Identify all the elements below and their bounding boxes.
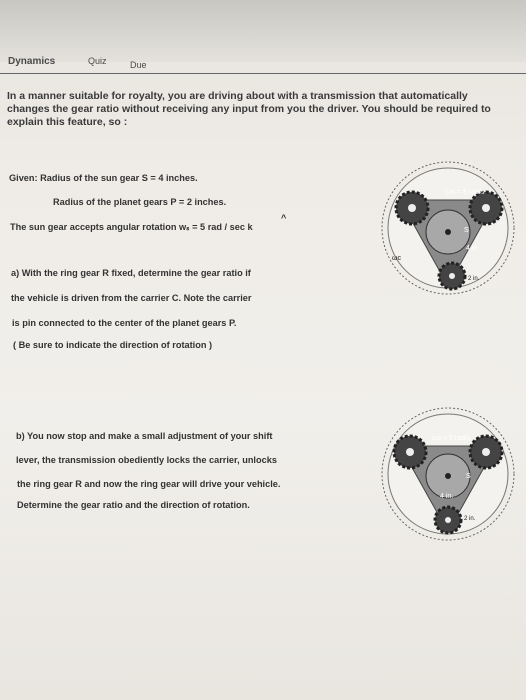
planet-radius-label: 2 in. — [468, 276, 480, 282]
given-line-2: Radius of the planet gears P = 2 inches. — [53, 197, 227, 207]
planetary-gear-figure-b — [378, 402, 518, 547]
part-b-line-1: b) You now stop and make a small adjustment of your shift — [16, 431, 273, 441]
given-line-3: The sun gear accepts angular rotation wₛ = 5 rad / sec k — [10, 222, 253, 232]
planet-gear-left — [396, 192, 428, 224]
part-a-line-2: the vehicle is driven from the carrier C. Note the carrier — [11, 293, 252, 303]
given-line-1: Given: Radius of the sun gear S = 4 inches. — [9, 173, 198, 183]
planet-gear-bottom — [435, 507, 461, 533]
quiz-label: Quiz — [88, 56, 107, 66]
sun-s-label: S — [466, 473, 471, 480]
part-a-line-3: is pin connected to the center of the planet gears P. — [12, 318, 237, 328]
header-rule — [0, 73, 526, 74]
k-hat-mark: ^ — [281, 213, 287, 223]
sun-gear-hub — [445, 229, 451, 235]
sun-radius-label: 4 in. — [466, 245, 480, 252]
part-b-line-2: lever, the transmission obediently locks the carrier, unlocks — [16, 455, 277, 465]
sun-gear-hub — [445, 473, 451, 479]
omega-s-label: ωs = 5 rad/s — [446, 189, 485, 196]
planet-gear-left — [394, 436, 426, 468]
part-b-line-4: Determine the gear ratio and the direction of rotation. — [17, 500, 250, 510]
planet-radius-label: 2 in. — [464, 516, 476, 522]
carrier-omega-label: ωc — [392, 255, 401, 262]
sun-s-label: S — [464, 227, 469, 234]
omega-s-label: ωs = 5 rad/s — [432, 435, 471, 442]
planet-gear-bottom — [439, 263, 465, 289]
planetary-gear-figure-a — [378, 158, 518, 298]
planet-gear-right — [470, 192, 502, 224]
part-a-line-4: ( Be sure to indicate the direction of rotation ) — [13, 340, 213, 350]
course-label: Dynamics — [8, 56, 56, 67]
header-shadow — [0, 0, 526, 62]
sun-radius-label: 4 in. — [440, 493, 454, 500]
intro-paragraph: In a manner suitable for royalty, you are driving about with a transmission that automatically changes the gear ratio without receiving any input from you the driver. You should be required to explain this feature, so : — [7, 90, 491, 128]
due-label: Due — [130, 60, 147, 70]
part-a-line-1: a) With the ring gear R fixed, determine the gear ratio if — [11, 268, 251, 278]
part-b-line-3: the ring gear R and now the ring gear will drive your vehicle. — [17, 479, 281, 489]
planet-gear-right — [470, 436, 502, 468]
